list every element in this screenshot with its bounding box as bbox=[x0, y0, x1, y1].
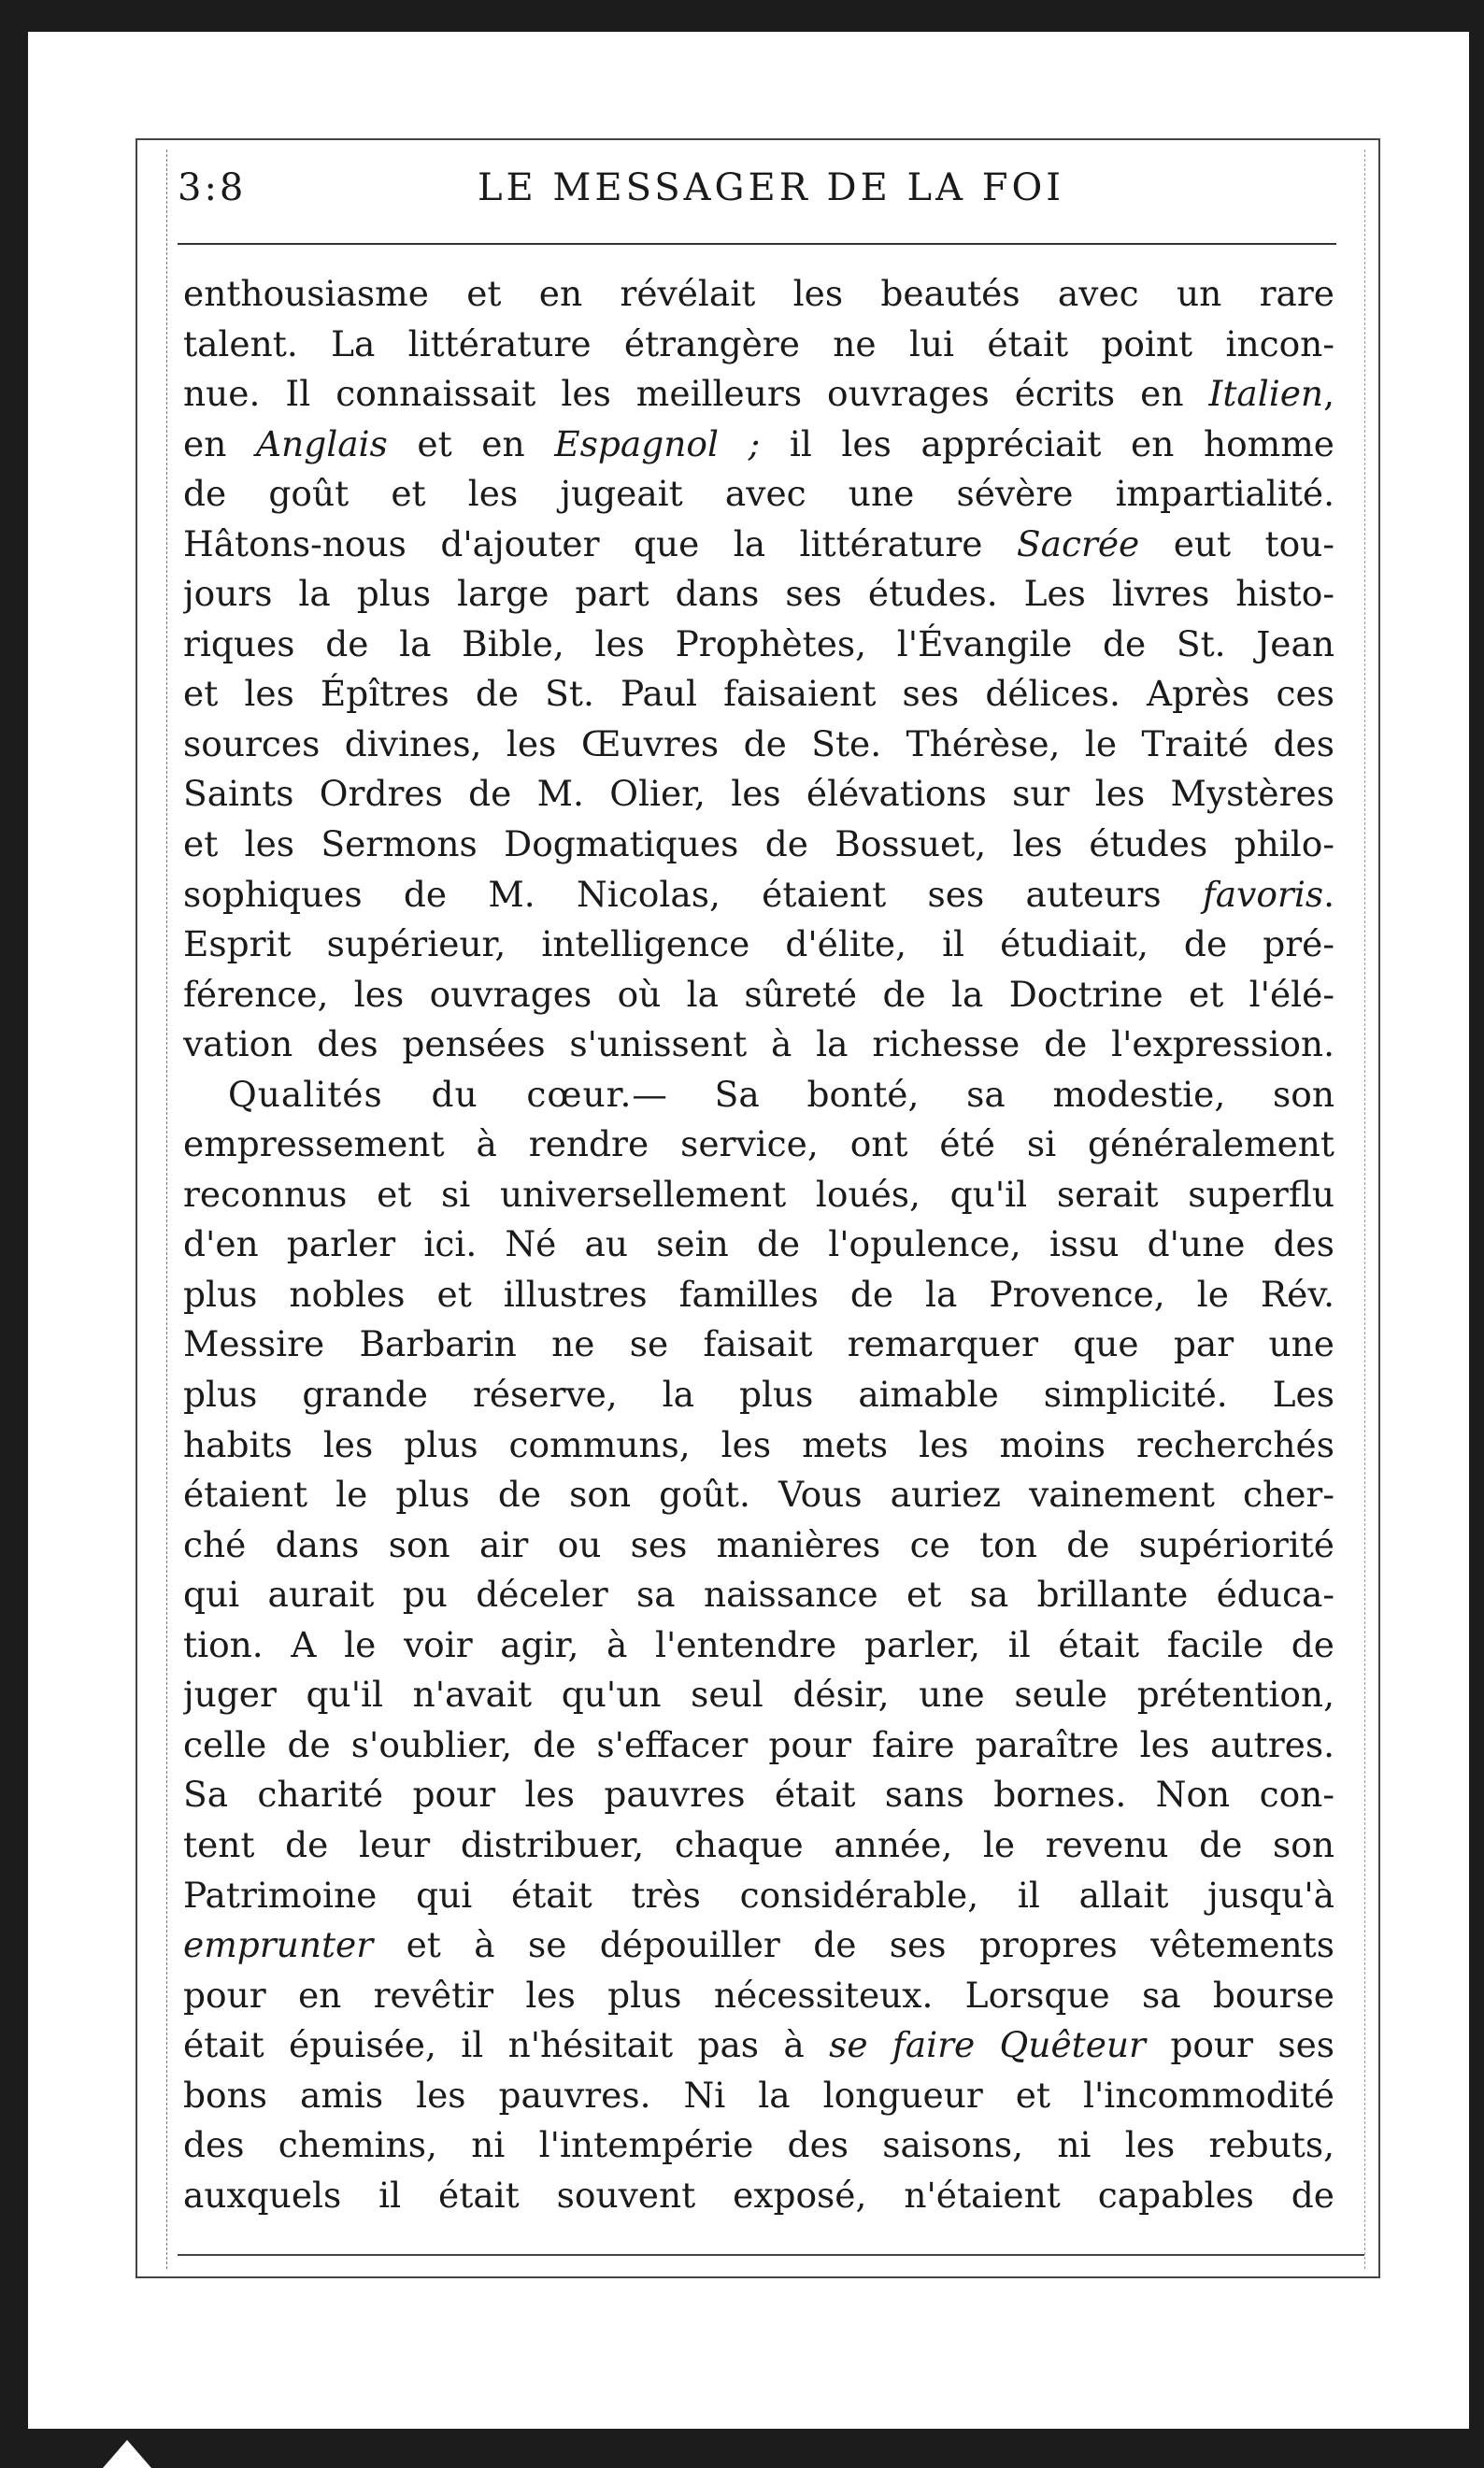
text-line: d'en parler ici. Né au sein de l'opulence, issu d'une des bbox=[183, 1223, 1334, 1265]
text-line: tent de leur distribuer, chaque année, le revenu de son bbox=[183, 1823, 1334, 1865]
header-rule bbox=[178, 243, 1336, 245]
scan-border-left bbox=[0, 0, 28, 2468]
text-line: et les Sermons Dogmatiques de Bossuet, les études philo- bbox=[183, 823, 1334, 865]
text-line: était épuisée, il n'hésitait pas à se faire Quêteur pour ses bbox=[183, 2024, 1334, 2066]
text-line: plus grande réserve, la plus aimable simplicité. Les bbox=[183, 1374, 1334, 1416]
text-line: vation des pensées s'unissent à la richesse de l'expression. bbox=[183, 1023, 1334, 1065]
text-line: enthousiasme et en révélait les beautés avec un rare bbox=[183, 273, 1334, 314]
text-line: bons amis les pauvres. Ni la longueur et l'incommodité bbox=[183, 2074, 1334, 2116]
text-line: riques de la Bible, les Prophètes, l'Évangile de St. Jean bbox=[183, 622, 1334, 664]
italic-word: Sacrée bbox=[1016, 522, 1140, 564]
scan-border-top bbox=[0, 0, 1484, 32]
text-line: de goût et les jugeait avec une sévère impartialité. bbox=[183, 473, 1334, 515]
text-line: nue. Il connaissait les meilleurs ouvrages écrits en Italien, bbox=[183, 373, 1334, 415]
text-line: celle de s'oublier, de s'effacer pour faire paraître les autres. bbox=[183, 1723, 1334, 1765]
italic-word: Espagnol ; bbox=[554, 422, 761, 464]
text-line: sophiques de M. Nicolas, étaient ses auteurs favoris. bbox=[183, 873, 1334, 915]
scan-border-bottom bbox=[0, 2429, 1484, 2468]
text-line: jours la plus large part dans ses études. Les livres histo- bbox=[183, 573, 1334, 615]
text-line: reconnus et si universellement loués, qu'il serait superflu bbox=[183, 1173, 1334, 1215]
italic-word: emprunter bbox=[183, 1924, 374, 1966]
text-line: étaient le plus de son goût. Vous auriez vainement cher- bbox=[183, 1474, 1334, 1516]
text-line: Hâtons-nous d'ajouter que la littérature Sacrée eut tou- bbox=[183, 522, 1334, 564]
section-heading-line: Qualités du cœur.— Sa bonté, sa modestie, son bbox=[228, 1073, 1334, 1115]
section-heading: Qualités du cœur. bbox=[228, 1073, 633, 1115]
text-line: en Anglais et en Espagnol ; il les appréciait en homme bbox=[183, 422, 1334, 464]
text-line: des chemins, ni l'intempérie des saisons, ni les rebuts, bbox=[183, 2124, 1334, 2166]
text-line: talent. La littérature étrangère ne lui était point incon- bbox=[183, 322, 1334, 364]
running-head bbox=[178, 166, 1336, 222]
text-line: juger qu'il n'avait qu'un seul désir, une seule prétention, bbox=[183, 1674, 1334, 1716]
italic-word: se faire Quêteur bbox=[829, 2024, 1146, 2066]
text-line: ché dans son air ou ses manières ce ton de supériorité bbox=[183, 1523, 1334, 1565]
text-line: Sa charité pour les pauvres était sans bornes. Non con- bbox=[183, 1774, 1334, 1816]
italic-word: favoris bbox=[1202, 873, 1324, 915]
footer-rule bbox=[178, 2254, 1364, 2256]
text-line: emprunter et à se dépouiller de ses propres vêtements bbox=[183, 1924, 1334, 1966]
text-line: et les Épîtres de St. Paul faisaient ses délices. Après ces bbox=[183, 673, 1334, 715]
scan-notch bbox=[103, 2440, 151, 2468]
text-line: Esprit supérieur, intelligence d'élite, il étudiait, de pré- bbox=[183, 923, 1334, 965]
text-line: auxquels il était souvent exposé, n'étaient capables de bbox=[183, 2174, 1334, 2216]
text-line: habits les plus communs, les mets les moins recherchés bbox=[183, 1423, 1334, 1465]
text-line: sources divines, les Œuvres de Ste. Thérèse, le Traité des bbox=[183, 722, 1334, 764]
page-number: 3:8 bbox=[178, 166, 247, 209]
italic-word: Italien bbox=[1208, 373, 1324, 415]
text-line: tion. A le voir agir, à l'entendre parler, il était facile de bbox=[183, 1623, 1334, 1665]
scan-border-right bbox=[1469, 0, 1484, 2468]
text-line: empressement à rendre service, ont été si généralement bbox=[183, 1123, 1334, 1165]
text-line: pour en revêtir les plus nécessiteux. Lorsque sa bourse bbox=[183, 1974, 1334, 2016]
italic-word: Anglais bbox=[255, 422, 388, 464]
text-line: plus nobles et illustres familles de la Provence, le Rév. bbox=[183, 1273, 1334, 1315]
journal-title: LE MESSAGER DE LA FOI bbox=[477, 166, 1065, 209]
text-line: Messire Barbarin ne se faisait remarquer que par une bbox=[183, 1323, 1334, 1365]
body-text bbox=[183, 269, 1334, 2220]
text-line: Patrimoine qui était très considérable, il allait jusqu'à bbox=[183, 1874, 1334, 1916]
text-line: férence, les ouvrages où la sûreté de la Doctrine et l'élé- bbox=[183, 973, 1334, 1015]
text-line: qui aurait pu déceler sa naissance et sa brillante éduca- bbox=[183, 1574, 1334, 1616]
text-line: Saints Ordres de M. Olier, les élévations sur les Mystères bbox=[183, 773, 1334, 815]
